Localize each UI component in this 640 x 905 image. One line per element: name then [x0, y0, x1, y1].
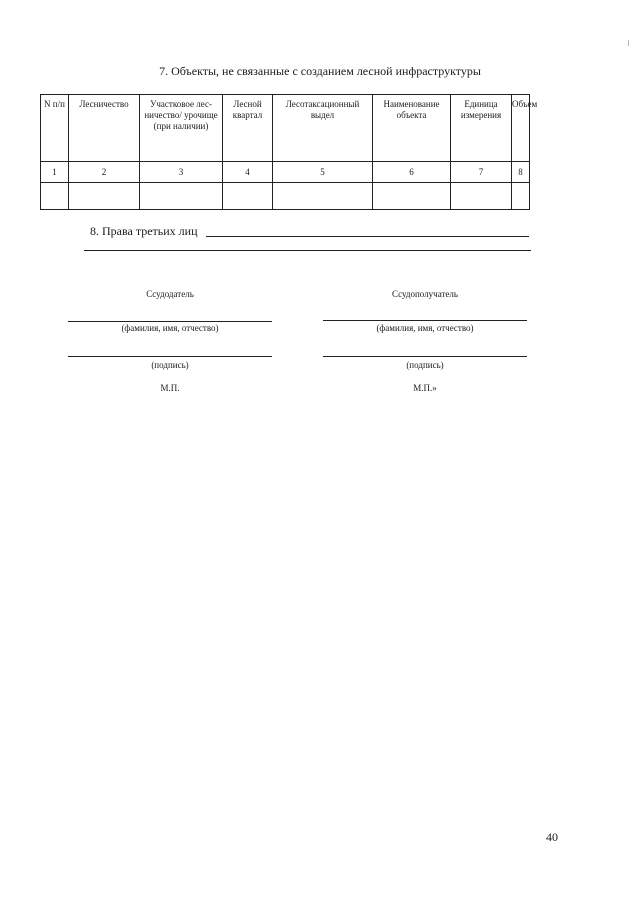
- column-number-cell: 4: [223, 162, 273, 183]
- table-cell: [451, 183, 512, 210]
- column-number-cell: 3: [140, 162, 223, 183]
- scan-edge-mark: [628, 40, 629, 46]
- table-cell: [373, 183, 451, 210]
- column-number-cell: 7: [451, 162, 512, 183]
- table-cell: [41, 183, 69, 210]
- header-cell: Участковое лес-ничество/ урочище (при наличии): [140, 95, 223, 162]
- header-cell: Лесной квартал: [223, 95, 273, 162]
- column-number-cell: 8: [512, 162, 530, 183]
- table-cell: [512, 183, 530, 210]
- header-cell: N п/п: [41, 95, 69, 162]
- column-number-row: [41, 162, 530, 183]
- lender-stamp: М.П.: [160, 383, 180, 393]
- lender-signature-caption: (подпись): [151, 360, 189, 370]
- borrower-signature-line: [323, 356, 527, 357]
- borrower-name-line: [323, 320, 527, 321]
- header-cell: Объем: [512, 95, 530, 162]
- borrower-name-caption: (фамилия, имя, отчество): [376, 323, 474, 333]
- column-number-cell: 5: [273, 162, 373, 183]
- column-number-cell: 1: [41, 162, 69, 183]
- column-number-cell: 2: [69, 162, 140, 183]
- lender-signature-line: [68, 356, 272, 357]
- borrower-signature-caption: (подпись): [406, 360, 444, 370]
- lender-name-line: [68, 321, 272, 322]
- header-cell: Лесничество: [69, 95, 140, 162]
- table-cell: [69, 183, 140, 210]
- objects-table: [40, 94, 538, 210]
- table-row: [41, 183, 530, 210]
- lender-name-caption: (фамилия, имя, отчество): [121, 323, 219, 333]
- table-cell: [140, 183, 223, 210]
- header-cell: Единица измерения: [451, 95, 512, 162]
- section-8-title: 8. Права третьих лиц: [90, 224, 198, 238]
- table-cell: [273, 183, 373, 210]
- borrower-stamp: М.П.»: [413, 383, 437, 393]
- section-7-title: 7. Объекты, не связанные с созданием лесной инфраструктуры: [159, 64, 481, 78]
- table-header-row: [41, 95, 530, 162]
- third-party-rights-line-2: [84, 250, 531, 251]
- header-cell: Лесотаксационный выдел: [273, 95, 373, 162]
- table-cell: [223, 183, 273, 210]
- page-number: 40: [546, 830, 558, 844]
- third-party-rights-line: [206, 236, 529, 237]
- borrower-title: Ссудополучатель: [391, 289, 458, 299]
- lender-title: Ссудодатель: [146, 289, 194, 299]
- column-number-cell: 6: [373, 162, 451, 183]
- header-cell: Наименование объекта: [373, 95, 451, 162]
